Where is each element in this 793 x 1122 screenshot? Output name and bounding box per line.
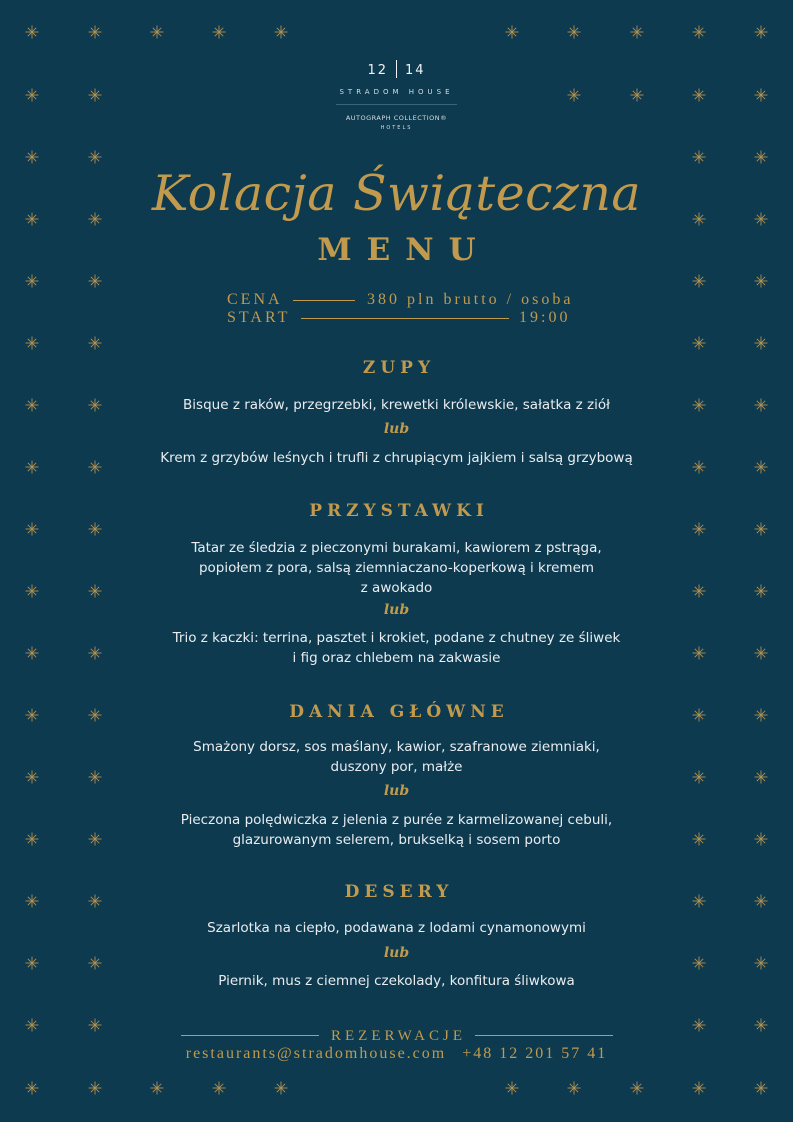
dish-line: Piernik, mus z ciemnej czekolady, konfitura śliwkowa	[218, 973, 575, 989]
section-title-przystawki: PRZYSTAWKI	[309, 501, 489, 521]
reservations-phone[interactable]: +48 12 201 57 41	[462, 1045, 608, 1062]
dish-line: Pieczona polędwiczka z jelenia z purée z karmelizowanej cebuli,	[180, 812, 613, 828]
logo-number	[0, 60, 793, 78]
dish-line: i fig oraz chlebem na zakwasie	[292, 650, 501, 666]
reservations-contact	[0, 1045, 793, 1063]
dish-line: Tatar ze śledzia z pieczonymi burakami, kawiorem z pstrąga,	[191, 540, 602, 556]
dish-line: Szarlotka na ciepło, podawana z lodami cynamonowymi	[207, 920, 586, 936]
section-title-desery: DESERY	[344, 882, 454, 902]
logo-brand: AUTOGRAPH COLLECTION®	[345, 114, 448, 122]
dish-line: duszony por, małże	[330, 759, 463, 775]
dish-line: Bisque z raków, przegrzebki, krewetki królewskie, sałatka z ziół	[183, 397, 610, 413]
dish-przystawki-2	[0, 628, 793, 668]
dish-desery-2	[0, 971, 793, 991]
logo-name: STRADOM HOUSE	[339, 88, 454, 96]
start-label: START	[227, 309, 291, 326]
logo-number-right: 14	[405, 63, 426, 78]
dish-dania-1	[0, 737, 793, 777]
or-divider: lub	[383, 945, 410, 961]
dish-line: z awokado	[360, 580, 433, 596]
start-rule	[301, 318, 509, 319]
or-divider: lub	[383, 602, 410, 618]
logo-divider	[396, 60, 397, 78]
start-value: 19:00	[519, 309, 571, 326]
dish-line: Smażony dorsz, sos maślany, kawior, szafranowe ziemniaki,	[193, 739, 600, 755]
reservations-email[interactable]: restaurants@stradomhouse.com	[185, 1045, 447, 1062]
reservations-label: REZERWACJE	[330, 1028, 466, 1044]
logo-number-left: 12	[367, 63, 388, 78]
or-divider: lub	[383, 783, 410, 799]
dish-line: Krem z grzybów leśnych i trufli z chrupiącym jajkiem i salsą grzybową	[160, 450, 633, 466]
dish-zupy-2	[0, 448, 793, 468]
page-subtitle: MENU	[317, 232, 491, 268]
dish-line: popiołem z pora, salsą ziemniaczano-koperkową i kremem	[198, 560, 595, 576]
dish-desery-1	[0, 918, 793, 938]
dish-dania-2	[0, 810, 793, 850]
logo-rule	[336, 104, 457, 105]
price-label: CENA	[227, 291, 283, 308]
section-title-zupy: ZUPY	[362, 358, 436, 378]
price-rule	[293, 300, 355, 301]
dish-przystawki-1	[0, 538, 793, 598]
section-title-dania-glowne: DANIA GŁÓWNE	[289, 702, 509, 722]
dish-zupy-1	[0, 395, 793, 415]
dish-line: glazurowanym selerem, brukselką i sosem porto	[232, 832, 561, 848]
dish-line: Trio z kaczki: terrina, pasztet i krokiet, podane z chutney ze śliwek	[172, 630, 621, 646]
or-divider: lub	[383, 421, 410, 437]
page-title: Kolacja Świąteczna	[151, 165, 642, 222]
price-value: 380 pln brutto / osoba	[367, 291, 574, 308]
logo-sub: HOTELS	[380, 125, 413, 131]
